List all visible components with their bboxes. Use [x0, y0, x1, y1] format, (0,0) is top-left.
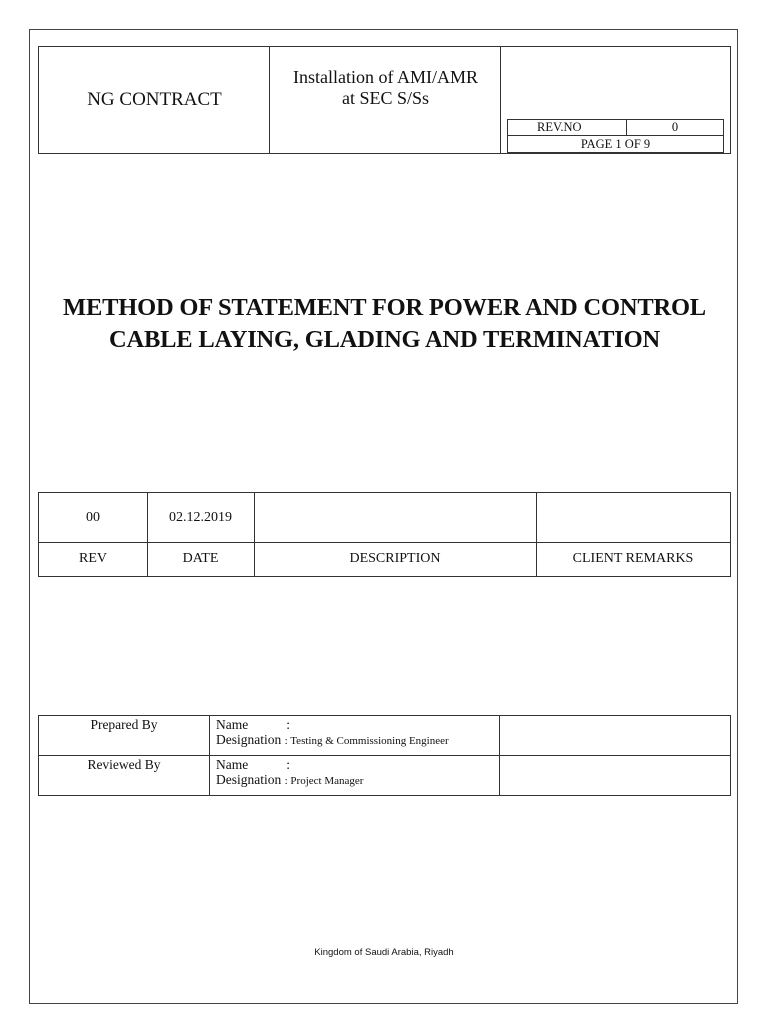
document-header [38, 46, 731, 154]
name-line [216, 717, 449, 732]
name-separator: : [286, 717, 290, 732]
project-title-line2: at SEC S/Ss [341, 88, 430, 108]
document-title-line2: CABLE LAYING, GLADING AND TERMINATION [109, 326, 660, 353]
contract-cell [39, 47, 270, 153]
description-header: DESCRIPTION [349, 551, 441, 566]
date-cell: 02.12.2019 [169, 510, 232, 525]
revision-number-value: 0 [671, 120, 679, 134]
page-indicator: PAGE 1 OF 9 [507, 135, 724, 153]
revision-box [507, 119, 724, 153]
name-separator: : [286, 757, 290, 772]
designation-value: : Testing & Commissioning Engineer [284, 735, 449, 747]
name-line [216, 757, 363, 772]
client-remarks-header: CLIENT REMARKS [572, 551, 694, 566]
document-title [38, 292, 731, 356]
designation-line [216, 732, 449, 749]
row-divider [39, 542, 730, 543]
reviewed-by-details [216, 757, 363, 789]
contract-name: NG CONTRACT [87, 89, 222, 110]
rev-header: REV [79, 551, 107, 566]
designation-label: Designation [216, 772, 282, 787]
designation-value: : Project Manager [284, 775, 364, 787]
project-title [270, 67, 501, 109]
revision-number-row [507, 119, 724, 136]
name-label: Name [216, 757, 249, 772]
name-label: Name [216, 717, 249, 732]
revision-table [38, 492, 731, 577]
prepared-by-details [216, 717, 449, 749]
reviewed-by-label: Reviewed By [87, 757, 161, 772]
project-title-line1: Installation of AMI/AMR [293, 67, 478, 87]
document-title-line1: METHOD OF STATEMENT FOR POWER AND CONTROL [63, 294, 706, 321]
designation-label: Designation [216, 732, 282, 747]
signoff-table [38, 715, 731, 796]
prepared-by-label: Prepared By [90, 717, 158, 732]
footer-location: Kingdom of Saudi Arabia, Riyadh [314, 947, 454, 958]
rev-cell: 00 [86, 510, 100, 525]
project-cell [270, 47, 501, 153]
date-header: DATE [182, 551, 219, 566]
revision-info-cell [501, 47, 730, 153]
designation-line [216, 772, 363, 789]
revision-number-label: REV.NO [508, 120, 627, 135]
row-divider [39, 755, 730, 756]
